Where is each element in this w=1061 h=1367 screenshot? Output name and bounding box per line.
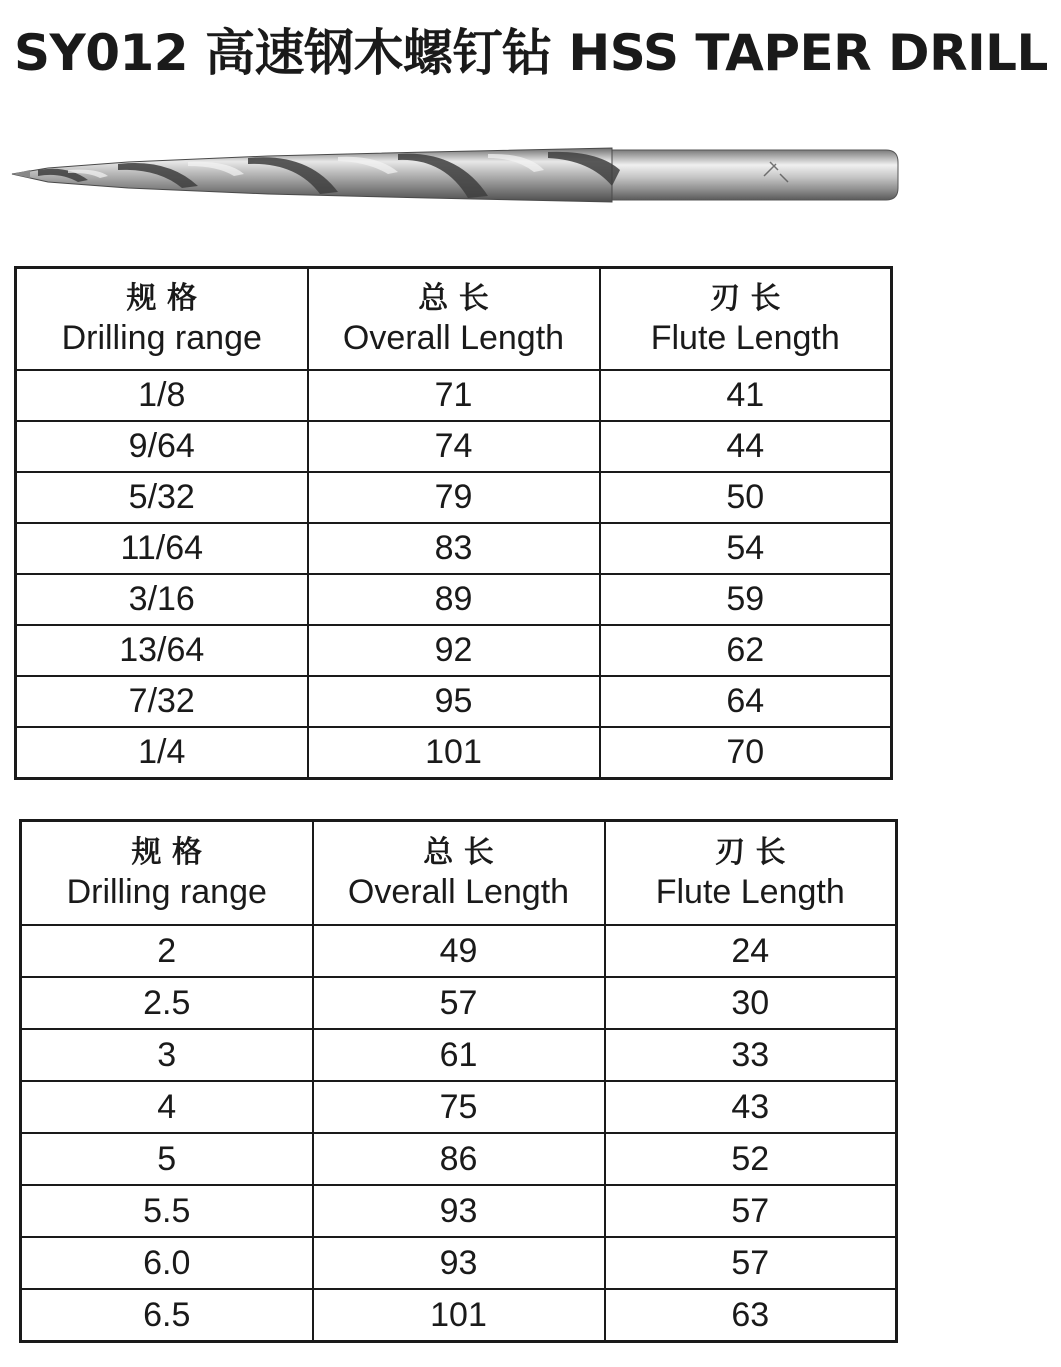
cell-overall-length: 79 <box>308 472 600 523</box>
table-row <box>16 421 892 472</box>
cell-overall-length: 101 <box>313 1289 605 1342</box>
page-title: SY012 高速钢木螺钉钻 HSS TAPER DRILL <box>14 24 1048 82</box>
table-row <box>16 625 892 676</box>
cell-drilling-range: 4 <box>21 1081 313 1133</box>
cell-drilling-range: 6.0 <box>21 1237 313 1289</box>
cell-overall-length: 92 <box>308 625 600 676</box>
cell-drilling-range: 1/8 <box>16 370 308 421</box>
cell-overall-length: 75 <box>313 1081 605 1133</box>
header-en: Flute Length <box>650 319 840 357</box>
cell-overall-length: 74 <box>308 421 600 472</box>
table-header-row <box>16 268 892 371</box>
cell-flute-length: 59 <box>600 574 892 625</box>
cell-flute-length: 24 <box>605 925 897 977</box>
cell-drilling-range: 1/4 <box>16 727 308 779</box>
table-row <box>16 523 892 574</box>
cell-drilling-range: 9/64 <box>16 421 308 472</box>
header-zh: 刃 长 <box>715 835 786 870</box>
table-header-row <box>21 821 897 926</box>
cell-drilling-range: 2 <box>21 925 313 977</box>
cell-overall-length: 89 <box>308 574 600 625</box>
table-row <box>16 676 892 727</box>
header-zh: 总 长 <box>423 835 494 870</box>
header-zh: 规 格 <box>126 281 197 316</box>
cell-flute-length: 63 <box>605 1289 897 1342</box>
cell-drilling-range: 5/32 <box>16 472 308 523</box>
table-row <box>21 1081 897 1133</box>
table-row <box>16 727 892 779</box>
table-row <box>16 574 892 625</box>
cell-drilling-range: 2.5 <box>21 977 313 1029</box>
table-row <box>16 370 892 421</box>
cell-drilling-range: 5.5 <box>21 1185 313 1237</box>
cell-flute-length: 54 <box>600 523 892 574</box>
drill-bit-icon <box>8 140 903 210</box>
cell-overall-length: 93 <box>313 1185 605 1237</box>
table-row <box>21 1289 897 1342</box>
table-row <box>21 1133 897 1185</box>
table-row <box>21 977 897 1029</box>
cell-flute-length: 64 <box>600 676 892 727</box>
cell-flute-length: 57 <box>605 1237 897 1289</box>
header-en: Drilling range <box>61 319 262 357</box>
cell-drilling-range: 13/64 <box>16 625 308 676</box>
header-en: Overall Length <box>342 319 565 357</box>
cell-drilling-range: 3/16 <box>16 574 308 625</box>
spec-table-metric <box>19 819 898 1343</box>
cell-flute-length: 44 <box>600 421 892 472</box>
cell-drilling-range: 5 <box>21 1133 313 1185</box>
header-en: Flute Length <box>655 873 845 911</box>
table-row <box>21 1237 897 1289</box>
cell-flute-length: 41 <box>600 370 892 421</box>
header-zh: 刃 长 <box>710 281 781 316</box>
cell-drilling-range: 6.5 <box>21 1289 313 1342</box>
header-flute-length <box>600 268 892 371</box>
cell-overall-length: 101 <box>308 727 600 779</box>
header-en: Drilling range <box>66 873 267 911</box>
header-flute-length <box>605 821 897 926</box>
cell-flute-length: 62 <box>600 625 892 676</box>
cell-overall-length: 93 <box>313 1237 605 1289</box>
cell-overall-length: 49 <box>313 925 605 977</box>
cell-overall-length: 71 <box>308 370 600 421</box>
header-zh: 总 长 <box>418 281 489 316</box>
cell-flute-length: 43 <box>605 1081 897 1133</box>
cell-drilling-range: 11/64 <box>16 523 308 574</box>
cell-flute-length: 52 <box>605 1133 897 1185</box>
cell-flute-length: 30 <box>605 977 897 1029</box>
spec-table-inch <box>14 266 893 780</box>
cell-overall-length: 61 <box>313 1029 605 1081</box>
header-drilling-range <box>16 268 308 371</box>
cell-overall-length: 57 <box>313 977 605 1029</box>
table-row <box>21 925 897 977</box>
cell-flute-length: 57 <box>605 1185 897 1237</box>
table-row <box>16 472 892 523</box>
header-en: Overall Length <box>347 873 570 911</box>
cell-overall-length: 95 <box>308 676 600 727</box>
cell-flute-length: 50 <box>600 472 892 523</box>
header-overall-length <box>313 821 605 926</box>
cell-overall-length: 83 <box>308 523 600 574</box>
header-zh: 规 格 <box>131 835 202 870</box>
cell-drilling-range: 3 <box>21 1029 313 1081</box>
cell-drilling-range: 7/32 <box>16 676 308 727</box>
table-row <box>21 1029 897 1081</box>
header-drilling-range <box>21 821 313 926</box>
table-row <box>21 1185 897 1237</box>
cell-flute-length: 70 <box>600 727 892 779</box>
cell-flute-length: 33 <box>605 1029 897 1081</box>
header-overall-length <box>308 268 600 371</box>
cell-overall-length: 86 <box>313 1133 605 1185</box>
